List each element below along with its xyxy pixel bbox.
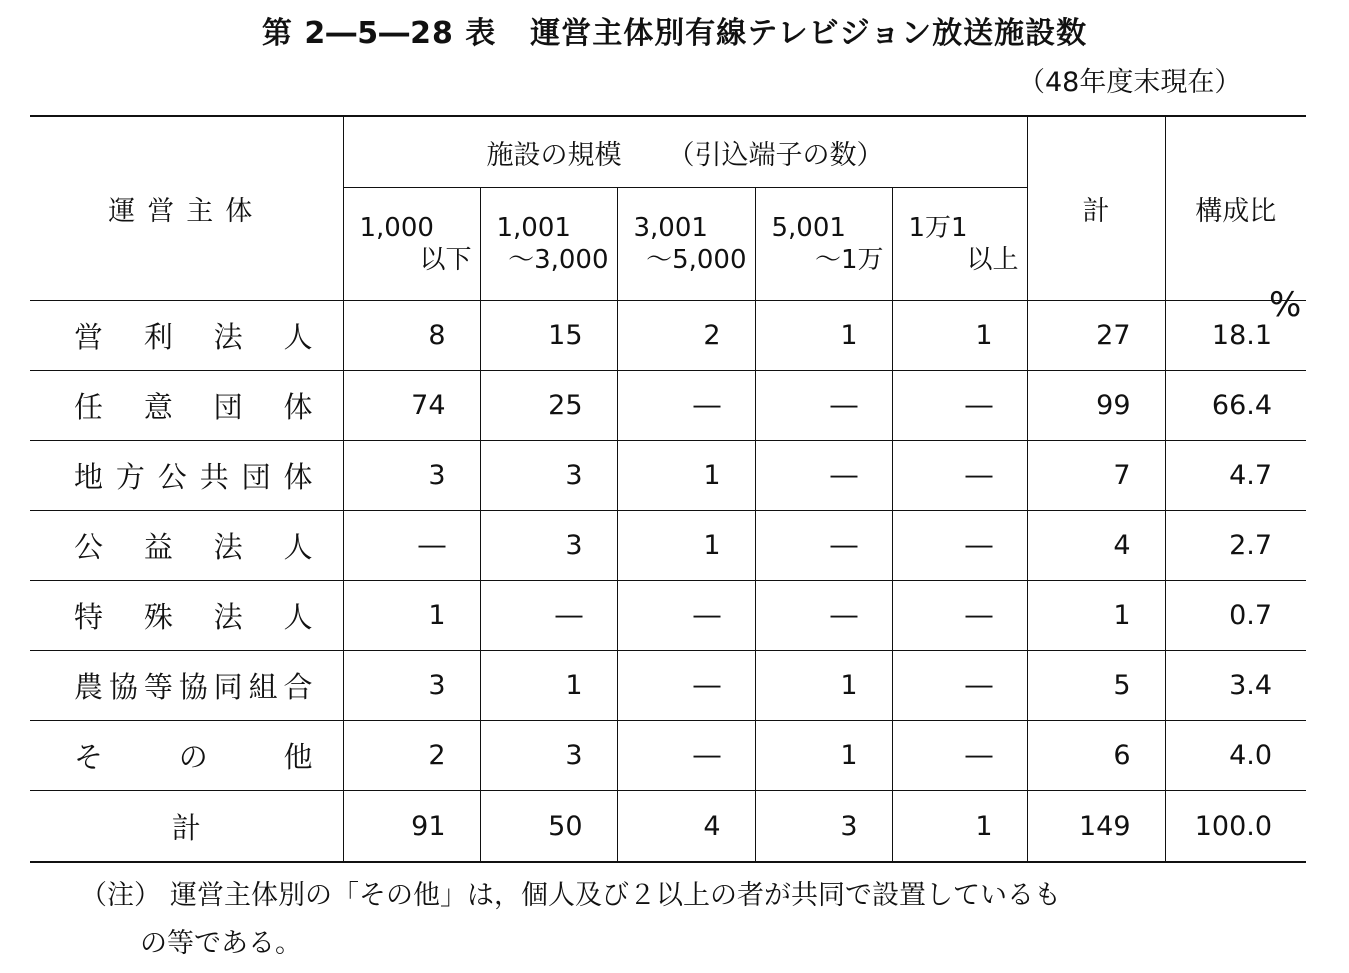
row-label: 公益法人 bbox=[30, 511, 343, 581]
header-scale-paren: （引込端子の数） bbox=[667, 139, 884, 171]
data-table bbox=[30, 115, 1306, 863]
cell-count: ― bbox=[755, 581, 892, 651]
cell-count: ― bbox=[617, 721, 755, 791]
cell-ratio: 100.0 bbox=[1194, 810, 1273, 842]
cell-count: 1 bbox=[755, 301, 892, 371]
cell-count: 91 bbox=[343, 791, 480, 863]
header-scale-label: 施設の規模 bbox=[486, 139, 622, 171]
cell-total: 1 bbox=[1027, 581, 1165, 651]
cell-count: 50 bbox=[480, 791, 617, 863]
table-number: 第 2―5―28 表 bbox=[261, 16, 497, 51]
cell-count: 1 bbox=[480, 651, 617, 721]
cell-ratio: 2.7 bbox=[1229, 530, 1273, 561]
row-label: その他 bbox=[30, 721, 343, 791]
cell-ratio: 3.4 bbox=[1229, 670, 1273, 701]
footnote bbox=[80, 872, 1300, 968]
row-label: 計 bbox=[30, 791, 343, 863]
header-size-3 bbox=[617, 188, 755, 301]
header-size-3-line1: 3,001 bbox=[633, 213, 708, 243]
header-row-1 bbox=[30, 116, 1306, 188]
cell-count: 1 bbox=[975, 810, 993, 842]
cell-count: 2 bbox=[617, 301, 755, 371]
header-size-5-line1: 1万1 bbox=[908, 213, 968, 243]
cell-count: 1 bbox=[755, 721, 892, 791]
cell-total: 5 bbox=[1027, 651, 1165, 721]
cell-count: 3 bbox=[343, 441, 480, 511]
table-row bbox=[30, 581, 1306, 651]
cell-count: ― bbox=[965, 670, 993, 701]
cell-count: ― bbox=[617, 651, 755, 721]
row-label: 特殊法人 bbox=[30, 581, 343, 651]
cell-total: 27 bbox=[1027, 301, 1165, 371]
cell-ratio: 66.4 bbox=[1211, 390, 1273, 421]
cell-total: 7 bbox=[1027, 441, 1165, 511]
header-size-5 bbox=[892, 188, 1027, 301]
cell-count: 1 bbox=[975, 320, 993, 351]
table-row bbox=[30, 721, 1306, 791]
footnote-mark: （注） bbox=[80, 880, 161, 911]
header-size-1-line1: 1,000 bbox=[359, 213, 434, 243]
cell-count: ― bbox=[617, 581, 755, 651]
header-size-4-line2: ～1万 bbox=[814, 245, 884, 275]
table-row bbox=[30, 301, 1306, 371]
row-label: 営利法人 bbox=[30, 301, 343, 371]
header-entity: 運営主体 bbox=[30, 116, 343, 301]
as-of-date: （48年度末現在） bbox=[1018, 67, 1242, 98]
cell-count: ― bbox=[965, 740, 993, 771]
cell-ratio: 4.7 bbox=[1229, 460, 1273, 491]
footnote-text-line2: の等である。 bbox=[140, 928, 302, 959]
cell-count: 2 bbox=[343, 721, 480, 791]
cell-count: ― bbox=[480, 581, 617, 651]
cell-ratio: 0.7 bbox=[1229, 600, 1273, 631]
cell-total: 149 bbox=[1027, 791, 1165, 863]
header-size-2 bbox=[480, 188, 617, 301]
cell-count: ― bbox=[965, 530, 993, 561]
table-row bbox=[30, 511, 1306, 581]
cell-count: 1 bbox=[617, 511, 755, 581]
cell-ratio: 4.0 bbox=[1229, 740, 1273, 771]
footnote-text-line1: 運営主体別の「その他」は，個人及び２以上の者が共同で設置しているも bbox=[170, 880, 1061, 911]
cell-total: 99 bbox=[1027, 371, 1165, 441]
cell-count: ― bbox=[965, 600, 993, 631]
cell-count: 3 bbox=[480, 721, 617, 791]
header-total: 計 bbox=[1027, 116, 1165, 301]
cell-count: 3 bbox=[343, 651, 480, 721]
header-size-3-line2: ～5,000 bbox=[646, 245, 747, 275]
row-label: 農協等協同組合 bbox=[30, 651, 343, 721]
cell-total: 4 bbox=[1027, 511, 1165, 581]
header-scale-group bbox=[343, 116, 1027, 188]
table-body bbox=[30, 301, 1306, 863]
data-table-container bbox=[30, 115, 1306, 863]
table-row bbox=[30, 651, 1306, 721]
row-label: 任意団体 bbox=[30, 371, 343, 441]
cell-ratio: 18.1 bbox=[1211, 320, 1273, 351]
cell-count: 3 bbox=[755, 791, 892, 863]
table-title bbox=[0, 8, 1349, 52]
header-size-2-line1: 1,001 bbox=[496, 213, 571, 243]
cell-count: 1 bbox=[343, 581, 480, 651]
header-size-1 bbox=[343, 188, 480, 301]
cell-count: 15 bbox=[480, 301, 617, 371]
cell-count: 74 bbox=[343, 371, 480, 441]
cell-count: ― bbox=[343, 511, 480, 581]
header-size-2-line2: ～3,000 bbox=[508, 245, 609, 275]
percent-unit-label: % bbox=[1269, 285, 1302, 325]
row-label: 地方公共団体 bbox=[30, 441, 343, 511]
table-name: 運営主体別有線テレビジョン放送施設数 bbox=[530, 16, 1088, 51]
cell-count: 1 bbox=[755, 651, 892, 721]
cell-count: ― bbox=[755, 511, 892, 581]
cell-count: ― bbox=[755, 441, 892, 511]
header-size-1-line2: 以下 bbox=[419, 245, 472, 275]
header-size-5-line2: 以上 bbox=[966, 245, 1019, 275]
cell-count: ― bbox=[965, 460, 993, 491]
header-size-4-line1: 5,001 bbox=[771, 213, 846, 243]
cell-count: 1 bbox=[617, 441, 755, 511]
table-row bbox=[30, 441, 1306, 511]
table-row bbox=[30, 371, 1306, 441]
table-total-row bbox=[30, 791, 1306, 863]
cell-count: ― bbox=[617, 371, 755, 441]
cell-count: 3 bbox=[480, 441, 617, 511]
cell-count: ― bbox=[965, 390, 993, 421]
header-size-4 bbox=[755, 188, 892, 301]
cell-count: ― bbox=[755, 371, 892, 441]
cell-total: 6 bbox=[1027, 721, 1165, 791]
cell-count: 3 bbox=[480, 511, 617, 581]
cell-count: 4 bbox=[617, 791, 755, 863]
header-ratio: 構成比 bbox=[1195, 196, 1277, 227]
cell-count: 25 bbox=[480, 371, 617, 441]
cell-count: 8 bbox=[343, 301, 480, 371]
